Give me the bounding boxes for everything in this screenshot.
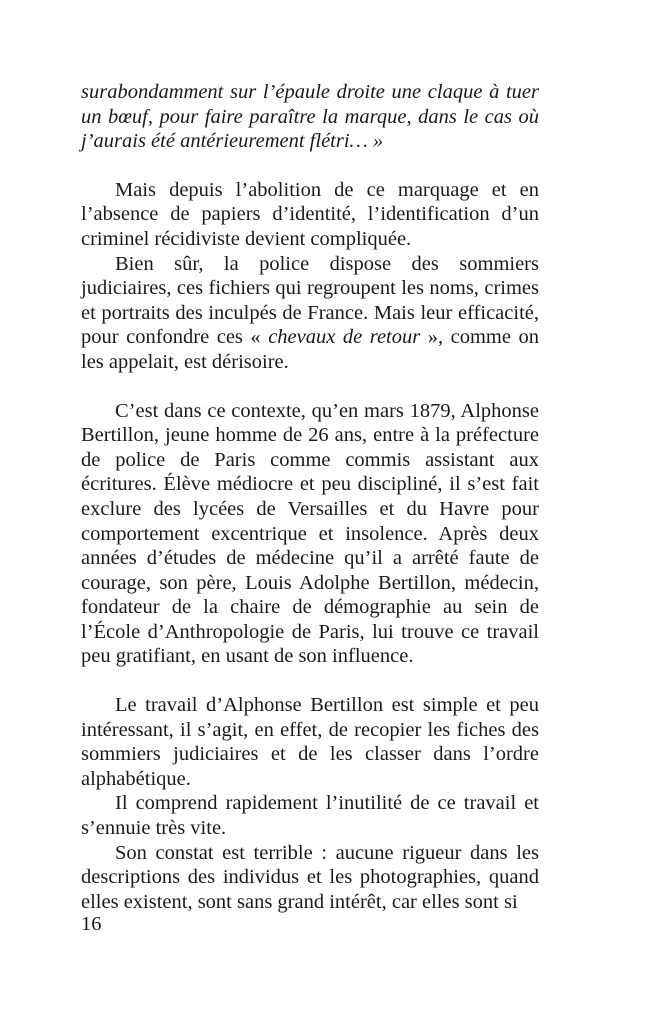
quote-continuation: surabondamment sur l’épaule droite une claque à tuer un bœuf, pour faire paraître la marque, dans le cas où j’aurais été antérieurement flétri… » xyxy=(81,81,539,153)
page-body xyxy=(81,80,539,914)
paragraph-travail: Le travail d’Alphonse Bertillon est simple et peu intéressant, il s’agit, en effet, de recopier les fiches des sommiers judiciaires et de les classer dans l’ordre alphabétique. xyxy=(81,694,539,790)
paragraph-inutilite: Il comprend rapidement l’inutilité de ce travail et s’ennuie très vite. xyxy=(81,792,539,840)
paragraph-marquage: Mais depuis l’abolition de ce marquage et en l’absence de papiers d’identité, l’identification d’un criminel récidiviste devient compliquée. xyxy=(81,178,539,250)
paragraph-sommiers xyxy=(81,252,539,375)
page-number: 16 xyxy=(81,913,102,935)
paragraph-constat: Son constat est terrible : aucune rigueur dans les descriptions des individus et les photographies, quand elles existent, sont sans grand intérêt, car elles sont si xyxy=(81,841,539,913)
paragraph-sommiers-emphasis: chevaux de retour xyxy=(268,326,421,349)
paragraph-bertillon-context: C’est dans ce contexte, qu’en mars 1879, Alphonse Bertillon, jeune homme de 26 ans, entre à la préfecture de police de Paris comme commis assistant aux écritures. Élève médiocre et peu discipliné, il s’est fait exclure des lycées de Versailles et du Havre pour comportement excentrique et insolence. Après deux années d’études de médecine qu’il a arrêté faute de courage, son père, Louis Adolphe Bertillon, médecin, fondateur de la chaire de démographie au sein de l’École d’Anthropologie de Paris, lui trouve ce travail peu gratifiant, en usant de son influence. xyxy=(81,399,539,668)
paragraph-sommiers-end: », comme on les appelait, est dérisoire. xyxy=(81,326,539,373)
paragraph-sommiers-text: Bien sûr, la police dispose des sommiers judiciaires, ces fichiers qui regroupent les noms, crimes et portraits des inculpés de France. Mais leur efficacité, pour confondre ces « xyxy=(81,252,539,349)
